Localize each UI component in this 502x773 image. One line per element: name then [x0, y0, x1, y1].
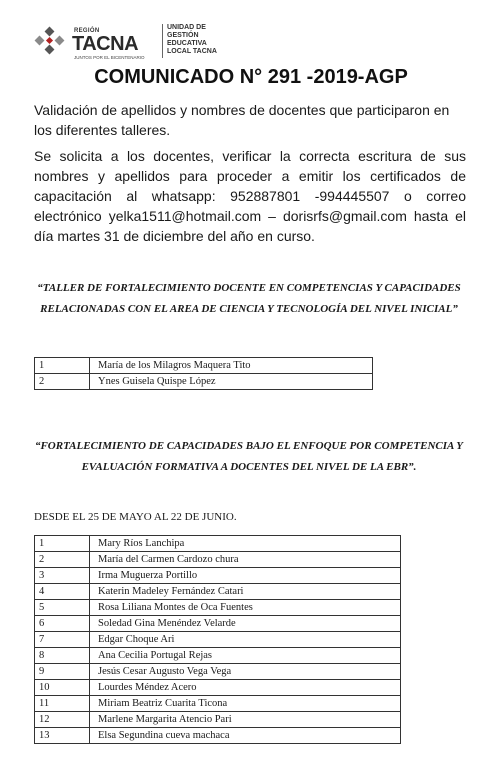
table-row	[35, 712, 401, 728]
teacher-name: Soledad Gina Menéndez Velarde	[90, 616, 401, 632]
teacher-name: María de los Milagros Maquera Tito	[90, 358, 373, 374]
table-row	[35, 552, 401, 568]
ugel-line: LOCAL TACNA	[167, 48, 217, 55]
row-number: 5	[35, 600, 90, 616]
table-row	[35, 374, 373, 390]
ugel-name	[167, 24, 217, 56]
teacher-name: Marlene Margarita Atencio Pari	[90, 712, 401, 728]
region-label: REGIÓN	[74, 28, 100, 34]
teacher-name: Elsa Segundina cueva machaca	[90, 728, 401, 744]
section2-dates: DESDE EL 25 DE MAYO AL 22 DE JUNIO.	[34, 511, 237, 523]
table-row	[35, 568, 401, 584]
table-row	[35, 536, 401, 552]
teacher-name: Lourdes Méndez Acero	[90, 680, 401, 696]
row-number: 2	[35, 552, 90, 568]
row-number: 2	[35, 374, 90, 390]
section1-table	[34, 357, 373, 390]
ugel-line: EDUCATIVA	[167, 40, 207, 47]
table-row	[35, 696, 401, 712]
region-tagline: JUNTOS POR EL BICENTENARIO	[74, 55, 145, 60]
table-row	[35, 648, 401, 664]
row-number: 8	[35, 648, 90, 664]
table-row	[35, 680, 401, 696]
row-number: 12	[35, 712, 90, 728]
ugel-line: GESTIÓN	[167, 32, 199, 39]
row-number: 4	[35, 584, 90, 600]
table-row	[35, 616, 401, 632]
row-number: 1	[35, 536, 90, 552]
table-row	[35, 632, 401, 648]
section1-title: “TALLER DE FORTALECIMIENTO DOCENTE EN COMPETENCIAS Y CAPACIDADES RELACIONADAS CON EL AREA DE CIENCIA Y TECNOLOGÍA DEL NIVEL INICIAL”	[37, 282, 461, 315]
row-number: 3	[35, 568, 90, 584]
row-number: 1	[35, 358, 90, 374]
table-row	[35, 600, 401, 616]
row-number: 11	[35, 696, 90, 712]
ugel-tacna-logo	[34, 18, 224, 64]
table-row	[35, 358, 373, 374]
section2-title: “FORTALECIMIENTO DE CAPACIDADES BAJO EL ENFOQUE POR COMPETENCIA Y EVALUACIÓN FORMATIVA A DOCENTES DEL NIVEL DE LA EBR”.	[34, 440, 464, 473]
table-row	[35, 584, 401, 600]
teacher-name: María del Carmen Cardozo chura	[90, 552, 401, 568]
section2-table	[34, 535, 401, 744]
teacher-name: Ynes Guisela Quispe López	[90, 374, 373, 390]
teacher-name: Irma Muguerza Portillo	[90, 568, 401, 584]
teacher-name: Edgar Choque Ari	[90, 632, 401, 648]
teacher-name: Katerin Madeley Fernández Catari	[90, 584, 401, 600]
ugel-line: UNIDAD DE	[167, 24, 206, 31]
row-number: 9	[35, 664, 90, 680]
document-title: COMUNICADO N° 291 -2019-AGP	[94, 66, 408, 88]
logo-divider	[162, 24, 163, 58]
teacher-name: Mary Ríos Lanchipa	[90, 536, 401, 552]
instructions-paragraph: Se solicita a los docentes, verificar la correcta escritura de sus nombres y apellidos para proceder a emitir los certificados de capacitación al whatsapp: 952887801 -994445507 o correo electrónico yelka1511@hotmail.com – dorisrfs@gmail.com hasta el día martes 31 de diciembre del año en curso.	[34, 148, 466, 244]
teacher-name: Ana Cecilia Portugal Rejas	[90, 648, 401, 664]
table-row	[35, 728, 401, 744]
tacna-logo-icon	[34, 25, 66, 57]
region-name: TACNA	[72, 33, 139, 55]
row-number: 10	[35, 680, 90, 696]
teacher-name: Jesús Cesar Augusto Vega Vega	[90, 664, 401, 680]
teacher-name: Miriam Beatriz Cuarita Ticona	[90, 696, 401, 712]
row-number: 6	[35, 616, 90, 632]
table-row	[35, 664, 401, 680]
intro-paragraph: Validación de apellidos y nombres de docentes que participaron en los diferentes talleres.	[34, 102, 450, 138]
row-number: 13	[35, 728, 90, 744]
row-number: 7	[35, 632, 90, 648]
teacher-name: Rosa Liliana Montes de Oca Fuentes	[90, 600, 401, 616]
